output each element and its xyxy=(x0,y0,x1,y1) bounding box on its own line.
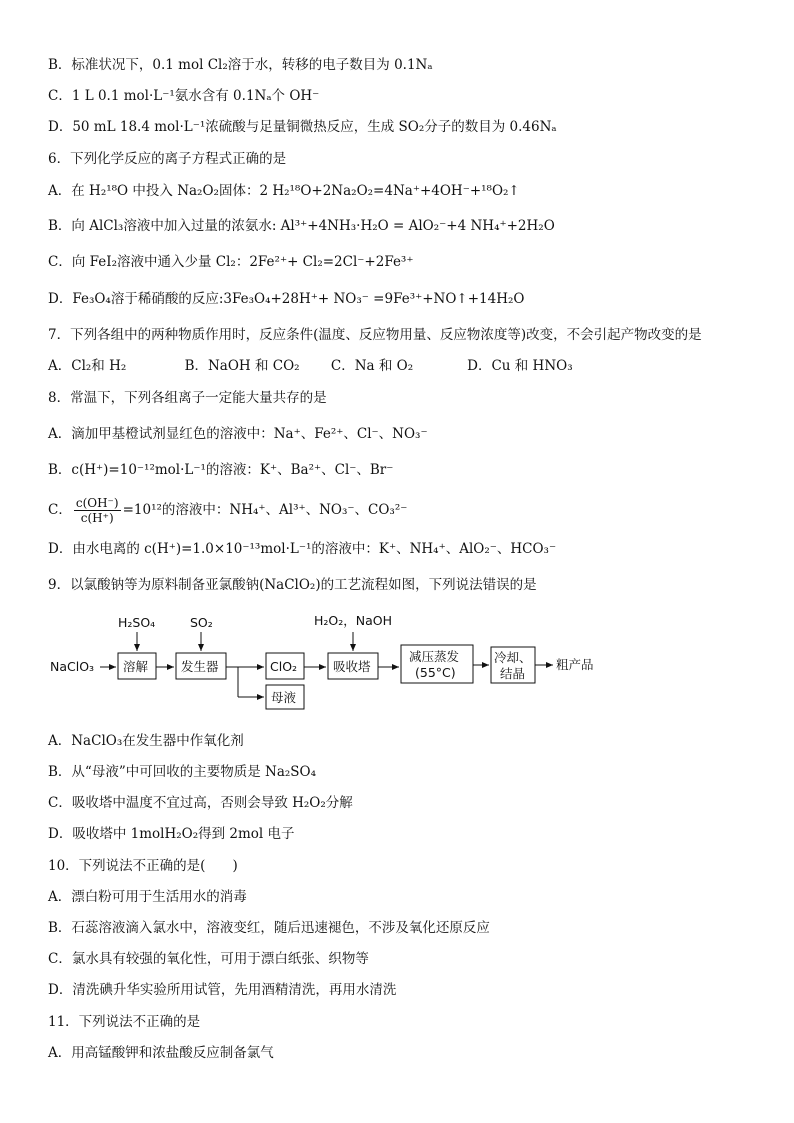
q8-stem: 8．常温下，下列各组离子一定能大量共存的是 xyxy=(48,390,327,406)
evaporation-label-line1: 减压蒸发 xyxy=(409,649,460,664)
process-flow-diagram xyxy=(48,605,618,715)
q9-option-c: C．吸收塔中温度不宜过高，否则会导致 H₂O₂分解 xyxy=(48,795,353,811)
q10-option-b: B．石蕊溶液滴入氯水中，溶液变红，随后迅速褪色，不涉及氧化还原反应 xyxy=(48,920,490,936)
dissolve-label: 溶解 xyxy=(123,659,149,674)
absorber-label: 吸收塔 xyxy=(333,659,371,674)
q7-options: A．Cl₂和 H₂ B．NaOH 和 CO₂ C．Na 和 O₂ D．Cu 和 HNO₃ xyxy=(48,358,573,374)
q6-option-d: D．Fe₃O₄溶于稀硝酸的反应:3Fe₃O₄+28H⁺+ NO₃⁻ =9Fe³⁺+NO↑+14H₂O xyxy=(48,291,525,307)
q5-option-d: D．50 mL 18.4 mol·L⁻¹浓硫酸与足量铜微热反应，生成 SO₂分子的数目为 0.46Nₐ xyxy=(48,119,557,135)
q7-stem: 7．下列各组中的两种物质作用时，反应条件(温度、反应物用量、反应物浓度等)改变，不会引起产物改变的是 xyxy=(48,327,702,343)
q11-stem: 11．下列说法不正确的是 xyxy=(48,1014,201,1030)
q6-option-a: A．在 H₂¹⁸O 中投入 Na₂O₂固体：2 H₂¹⁸O+2Na₂O₂=4Na⁺+4OH⁻+¹⁸O₂↑ xyxy=(48,183,520,199)
q8-option-d: D．由水电离的 c(H⁺)=1.0×10⁻¹³mol·L⁻¹的溶液中：K⁺、NH₄⁺、AlO₂⁻、HCO₃⁻ xyxy=(48,541,557,557)
q6-option-b: B．向 AlCl₃溶液中加入过量的浓氨水: Al³⁺+4NH₃·H₂O = AlO₂⁻+4 NH₄⁺+2H₂O xyxy=(48,218,555,234)
q9-option-b: B．从“母液”中可回收的主要物质是 Na₂SO₄ xyxy=(48,764,317,780)
q8-option-c-prefix: C． xyxy=(48,502,72,518)
clo2-label: ClO₂ xyxy=(270,659,298,674)
q9-stem: 9．以氯酸钠等为原料制备亚氯酸钠(NaClO₂)的工艺流程如图，下列说法错误的是 xyxy=(48,577,537,593)
q11-option-a: A．用高锰酸钾和浓盐酸反应制备氯气 xyxy=(48,1045,274,1061)
q10-stem: 10．下列说法不正确的是( ) xyxy=(48,858,238,874)
fraction-numerator: c(OH⁻) xyxy=(75,496,119,510)
input-so2-label: SO₂ xyxy=(190,615,213,630)
q10-option-c: C．氯水具有较强的氧化性，可用于漂白纸张、织物等 xyxy=(48,951,369,967)
fraction-denominator: c(H⁺) xyxy=(80,511,114,525)
product-label: 粗产品 xyxy=(556,657,594,672)
input-h2so4-label: H₂SO₄ xyxy=(118,615,156,630)
q8-option-b: B．c(H⁺)=10⁻¹²mol·L⁻¹的溶液：K⁺、Ba²⁺、Cl⁻、Br⁻ xyxy=(48,462,394,478)
q6-stem: 6．下列化学反应的离子方程式正确的是 xyxy=(48,151,287,167)
q8-option-c-suffix: =10¹²的溶液中：NH₄⁺、Al³⁺、NO₃⁻、CO₃²⁻ xyxy=(122,502,408,518)
generator-label: 发生器 xyxy=(181,659,219,674)
q5-option-b: B．标准状况下，0.1 mol Cl₂溶于水，转移的电子数目为 0.1Nₐ xyxy=(48,57,433,73)
q10-option-a: A．漂白粉可用于生活用水的消毒 xyxy=(48,889,247,905)
q6-option-c: C．向 FeI₂溶液中通入少量 Cl₂：2Fe²⁺+ Cl₂=2Cl⁻+2Fe³⁺ xyxy=(48,254,414,270)
q8-option-c xyxy=(48,496,407,525)
mother-liquor-label: 母液 xyxy=(271,690,297,705)
input-h2o2-naoh-label: H₂O₂，NaOH xyxy=(314,613,393,628)
q8-option-a: A．滴加甲基橙试剂显红色的溶液中：Na⁺、Fe²⁺、Cl⁻、NO₃⁻ xyxy=(48,426,428,442)
q9-option-a: A．NaClO₃在发生器中作氧化剂 xyxy=(48,733,244,749)
q10-option-d: D．清洗碘升华实验所用试管，先用酒精清洗，再用水清洗 xyxy=(48,982,397,998)
evaporation-label-line2: (55°C) xyxy=(415,665,456,680)
cooling-label-line2: 结晶 xyxy=(500,666,526,681)
q5-option-c: C．1 L 0.1 mol·L⁻¹氨水含有 0.1Nₐ个 OH⁻ xyxy=(48,88,320,104)
concentration-ratio-fraction xyxy=(74,496,121,525)
flow-start-label: NaClO₃ xyxy=(50,659,95,674)
q9-option-d: D．吸收塔中 1molH₂O₂得到 2mol 电子 xyxy=(48,826,295,842)
cooling-label-line1: 冷却、 xyxy=(494,650,532,665)
